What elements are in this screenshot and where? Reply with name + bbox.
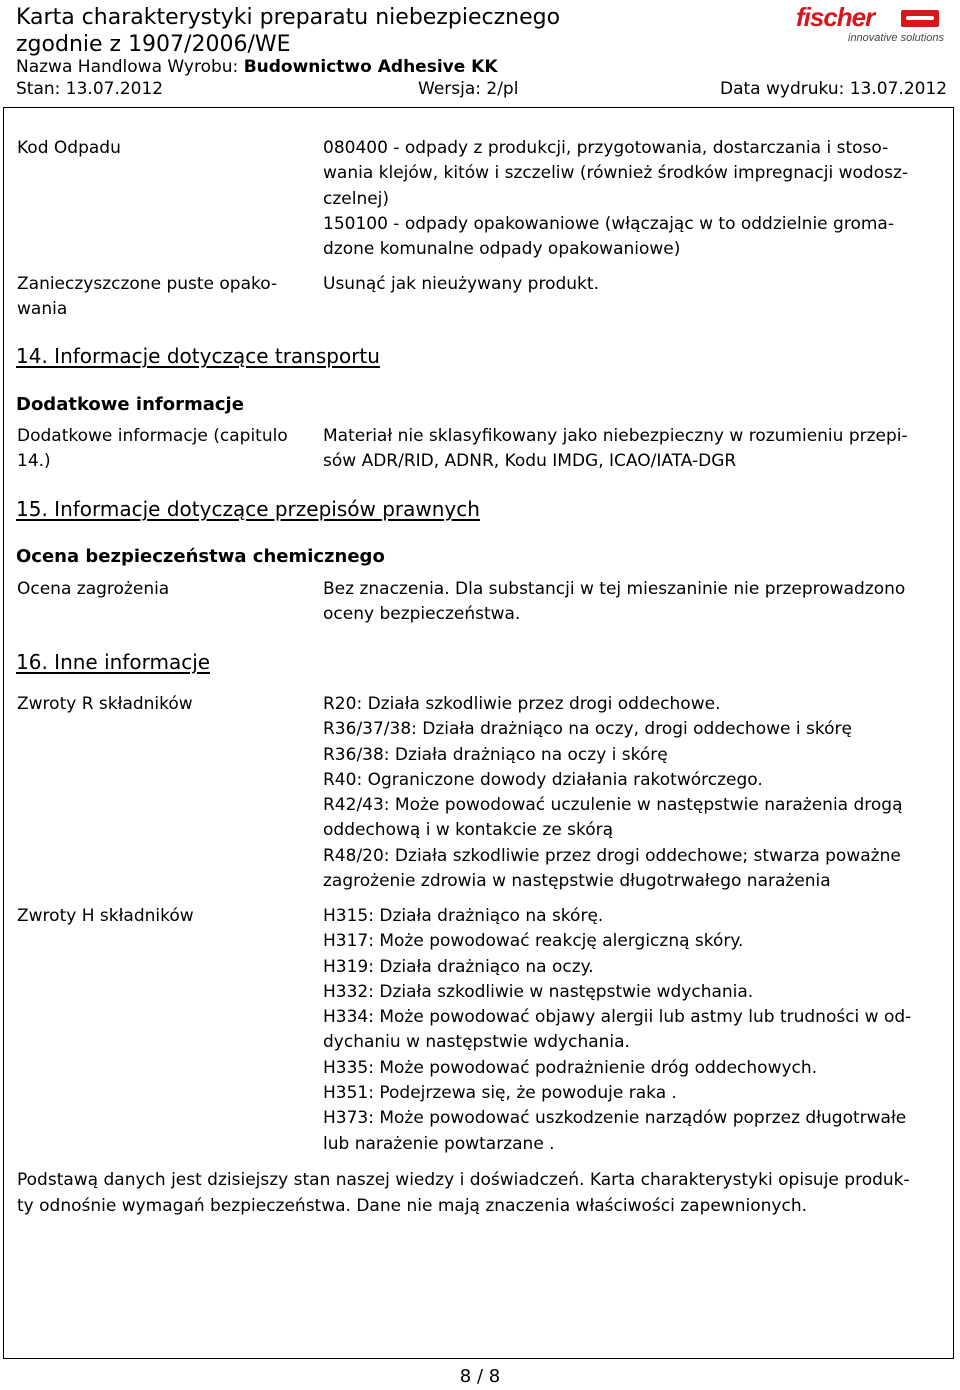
h-phrase: H319: Działa drażniąco na oczy. <box>323 956 594 977</box>
r-phrases-label: Zwroty R składników <box>17 694 193 714</box>
hazard-assessment-value <box>323 577 943 628</box>
r-phrase: zagrożenie zdrowia w następstwie długotrwałego narażenia <box>323 871 831 892</box>
h-phrases-label: Zwroty H składników <box>17 906 194 926</box>
disclaimer-line: Podstawą danych jest dzisiejszy stan naszej wiedzy i doświadczeń. Karta charakterystyki opisuje produk- <box>17 1170 910 1190</box>
hazard-assessment-line: oceny bezpieczeństwa. <box>323 604 521 625</box>
hazard-assessment-line: Bez znaczenia. Dla substancji w tej mieszaninie nie przeprowadzono <box>323 579 906 599</box>
h-phrase: H332: Działa szkodliwie w następstwie wdychania. <box>323 981 754 1002</box>
packaging-value: Usunąć jak nieużywany produkt. <box>323 274 599 294</box>
regulation-line: zgodnie z 1907/2006/WE <box>16 32 291 57</box>
logo-badge-icon <box>901 10 939 27</box>
waste-code-line: wania klejów, kitów i szczeliw (również środków impregnacji wodosz- <box>323 163 909 184</box>
product-prefix: Nazwa Handlowa Wyrobu: <box>16 57 244 77</box>
waste-code-line: 150100 - odpady opakowaniowe (włączając w to oddzielnie groma- <box>323 213 894 234</box>
h-phrase: dychaniu w następstwie wdychania. <box>323 1032 630 1053</box>
logo-wordmark: fischer <box>796 2 875 32</box>
section-16-title: 16. Inne informacje <box>16 650 211 674</box>
waste-code-line: czelnej) <box>323 188 390 209</box>
waste-code-line: dzone komunalne odpady opakowaniowe) <box>323 239 681 260</box>
waste-code-line: 080400 - odpady z produkcji, przygotowania, dostarczania i stoso- <box>323 138 889 158</box>
h-phrase: H351: Podejrzewa się, że powoduje raka . <box>323 1083 677 1104</box>
disclaimer-line: ty odnośnie wymagań bezpieczeństwa. Dane nie mają znaczenia właściwości zapewnionych. <box>17 1196 808 1216</box>
version: Wersja: 2/pl <box>418 79 519 99</box>
r-phrase: oddechową i w kontakcie ze skórą <box>323 820 614 841</box>
page-number: 8 / 8 <box>459 1366 501 1387</box>
stan-date: Stan: 13.07.2012 <box>16 79 164 99</box>
transport-value <box>323 424 943 475</box>
r-phrase: R20: Działa szkodliwie przez drogi oddechowe. <box>323 694 721 714</box>
packaging-label-line: wania <box>17 299 68 319</box>
r-phrase: R42/43: Może powodować uczulenie w następstwie narażenia drogą <box>323 795 903 816</box>
print-date: Data wydruku: 13.07.2012 <box>720 79 948 99</box>
packaging-label <box>17 272 307 322</box>
logo-tagline: innovative solutions <box>848 32 945 44</box>
h-phrase: H315: Działa drażniąco na skórę. <box>323 906 604 926</box>
r-phrases-list <box>323 692 943 894</box>
transport-label-line: 14.) <box>17 451 51 471</box>
waste-code-label: Kod Odpadu <box>17 138 121 158</box>
r-phrase: R40: Ograniczone dowody działania rakotwórczego. <box>323 769 763 790</box>
r-phrase: R48/20: Działa szkodliwie przez drogi oddechowe; stwarza poważne <box>323 845 901 866</box>
section-14-title: 14. Informacje dotyczące transportu <box>16 344 380 368</box>
transport-label <box>17 424 307 474</box>
transport-value-line: sów ADR/RID, ADNR, Kodu IMDG, ICAO/IATA-DGR <box>323 451 737 472</box>
product-line <box>16 56 498 78</box>
h-phrases-list <box>323 904 943 1157</box>
hazard-assessment-label: Ocena zagrożenia <box>17 579 170 599</box>
packaging-label-line: Zanieczyszczone puste opako- <box>17 274 278 294</box>
waste-code-value <box>323 136 943 262</box>
h-phrase: lub narażenie powtarzane . <box>323 1133 555 1154</box>
transport-value-line: Materiał nie sklasyfikowany jako niebezpieczny w rozumieniu przepi- <box>323 426 908 446</box>
fischer-logo <box>796 4 946 46</box>
r-phrase: R36/38: Działa drażniąco na oczy i skórę <box>323 744 668 765</box>
transport-label-line: Dodatkowe informacje (capitulo <box>17 426 288 446</box>
section-15-title: 15. Informacje dotyczące przepisów prawnych <box>16 497 480 521</box>
document-title: Karta charakterystyki preparatu niebezpiecznego <box>16 5 561 30</box>
h-phrase: H334: Może powodować objawy alergii lub astmy lub trudności w od- <box>323 1007 912 1028</box>
h-phrase: H373: Może powodować uszkodzenie narządów poprzez długotrwałe <box>323 1108 907 1129</box>
disclaimer-paragraph <box>17 1167 947 1219</box>
section-14-subtitle: Dodatkowe informacje <box>16 394 244 415</box>
r-phrase: R36/37/38: Działa drażniąco na oczy, drogi oddechowe i skórę <box>323 719 852 740</box>
h-phrase: H335: Może powodować podrażnienie dróg oddechowych. <box>323 1057 818 1078</box>
h-phrase: H317: Może powodować reakcję alergiczną skóry. <box>323 931 744 952</box>
section-15-subtitle: Ocena bezpieczeństwa chemicznego <box>16 546 385 567</box>
product-name: Budownictwo Adhesive KK <box>243 57 498 77</box>
